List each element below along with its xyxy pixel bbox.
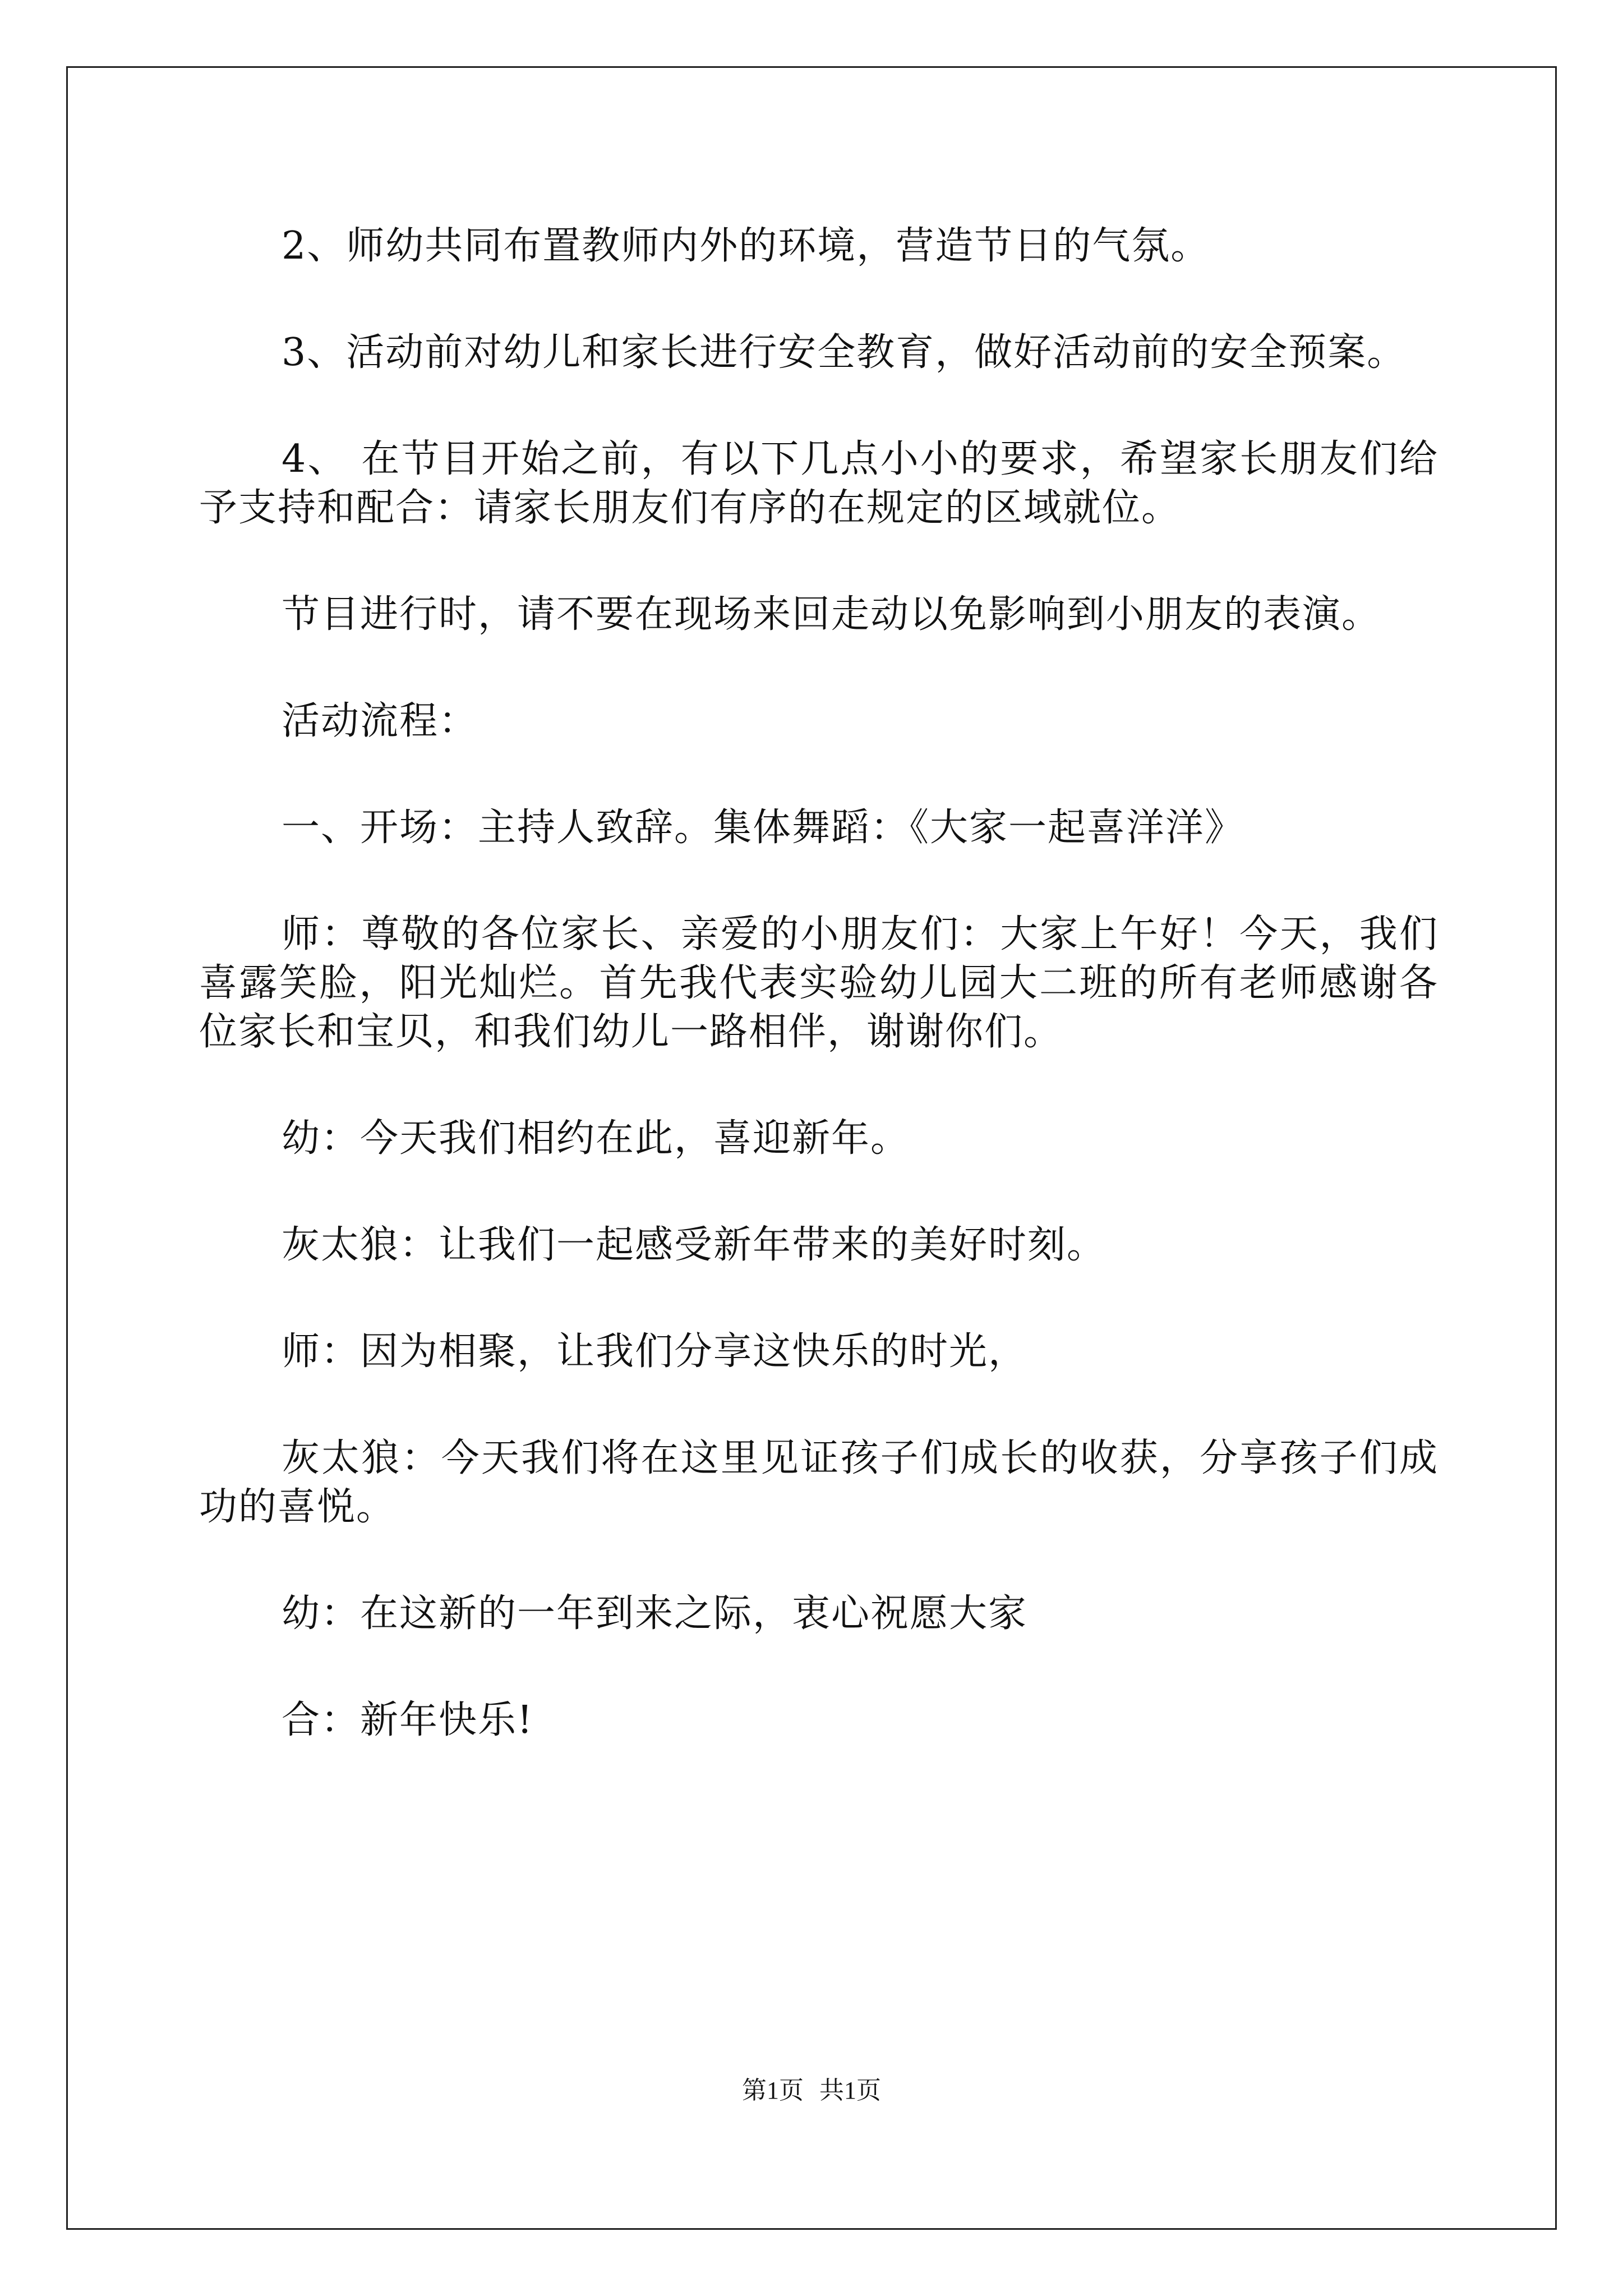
page-footer: [0, 2076, 1623, 2106]
paragraph: 2、师幼共同布置教师内外的环境，营造节日的气氛。: [282, 224, 1210, 268]
paragraph: 活动流程：: [282, 699, 478, 743]
paragraph: 合：新年快乐!: [282, 1698, 534, 1742]
paragraph: 师：因为相聚，让我们分享这快乐的时光，: [282, 1329, 1028, 1374]
paragraph: 3、活动前对幼儿和家长进行安全教育，做好活动前的安全预案。: [282, 330, 1407, 375]
paragraph: 幼：今天我们相约在此，喜迎新年。: [282, 1116, 910, 1161]
paragraph: 一、开场：主持人致辞。集体舞蹈：《大家一起喜洋洋》: [282, 806, 1244, 850]
paragraph: 师：尊敬的各位家长、亲爱的小朋友们：大家上午好！今天，我们喜露笑脸，阳光灿烂。首先我代表实验幼儿园大二班的所有老师感谢各位家长和宝贝，和我们幼儿一路相伴，谢谢你们。: [199, 912, 1438, 1054]
document-body: [199, 222, 1438, 1802]
paragraph: 灰太狼：让我们一起感受新年带来的美好时刻。: [282, 1223, 1106, 1267]
paragraph: 灰太狼：今天我们将在这里见证孩子们成长的收获，分享孩子们成功的喜悦。: [199, 1436, 1438, 1529]
paragraph: 幼：在这新的一年到来之际，衷心祝愿大家: [282, 1591, 1028, 1636]
page-total: 共1页: [819, 2077, 881, 2104]
page-number: 第1页: [742, 2077, 804, 2104]
paragraph: 节目进行时，请不要在现场来回走动以免影响到小朋友的表演。: [282, 592, 1381, 637]
paragraph: 4、 在节目开始之前，有以下几点小小的要求，希望家长朋友们给予支持和配合：请家长朋友们有序的在规定的区域就位。: [199, 437, 1438, 530]
